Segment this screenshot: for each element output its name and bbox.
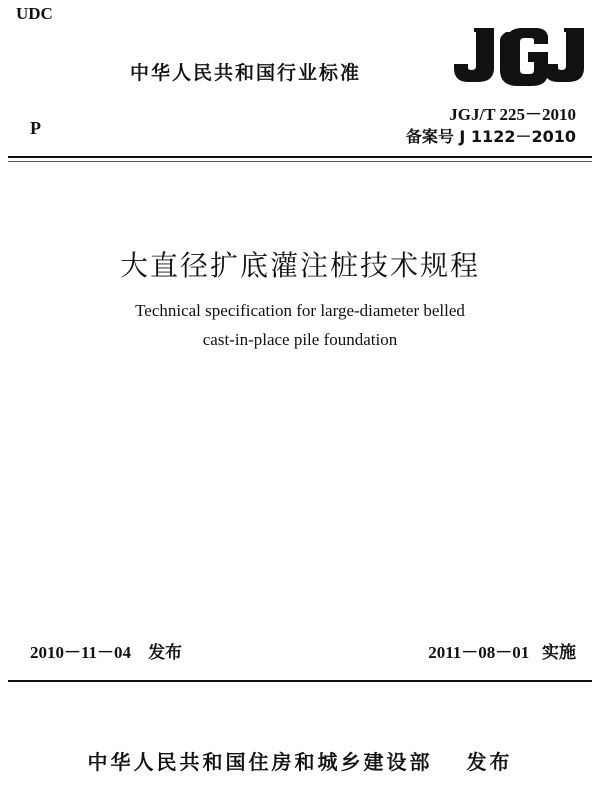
- issuer-line: [0, 746, 600, 775]
- udc-label: UDC: [16, 4, 53, 23]
- publish-date: 2010－11－04: [30, 643, 132, 662]
- top-rule-thin: [8, 161, 592, 162]
- top-rule: [8, 156, 592, 158]
- classification-code: P: [30, 118, 41, 138]
- effective-label: 实施: [542, 643, 576, 663]
- issuer-name: 中华人民共和国住房和城乡建设部: [87, 750, 433, 774]
- industry-standard-title: 中华人民共和国行业标准: [130, 62, 362, 84]
- title-english-line2: cast-in-place pile foundation: [202, 330, 398, 349]
- standard-number: JGJ/T 225－2010: [449, 105, 576, 124]
- bottom-rule: [8, 680, 592, 682]
- title-english: [0, 296, 600, 354]
- title-chinese: 大直径扩底灌注桩技术规程: [119, 249, 480, 282]
- jgj-logo: [452, 26, 588, 86]
- effective-date: 2011－08－01: [428, 643, 530, 662]
- publish-date-block: [30, 638, 182, 663]
- effective-date-block: [428, 638, 576, 663]
- record-number: 备案号 J 1122－2010: [405, 127, 576, 146]
- publish-label: 发布: [148, 643, 183, 663]
- title-english-line1: Technical specification for large-diameter belled: [135, 301, 465, 320]
- issue-label: 发布: [466, 750, 513, 774]
